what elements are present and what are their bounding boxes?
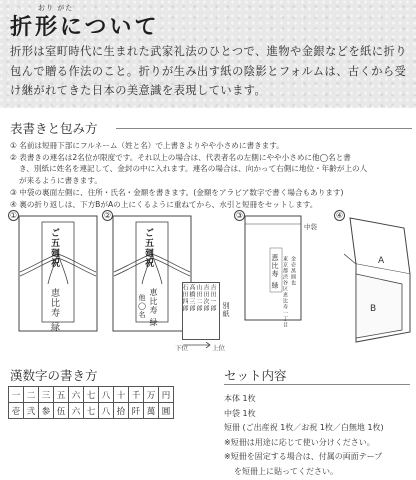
- fold-illustration: [344, 214, 414, 344]
- step-3: ③ 中袋の裏面左側に、住所・氏名・金額を書きます。(金額をアラビア数字で書く場合もあります): [10, 187, 344, 197]
- tanzaku-name-1: 恵比寿 緑: [49, 288, 59, 332]
- envelope-name: 恵比寿 緑: [271, 254, 279, 290]
- bessi-name-5: 石田四郎: [181, 284, 188, 312]
- bessi-name-4: 高橋三郎: [188, 284, 195, 312]
- header-band: [0, 0, 416, 108]
- envelope-address: 東京都渋谷区恵比寿一丁目: [282, 256, 288, 328]
- kanji-cell: 七: [84, 403, 99, 419]
- page-title: 折形について: [10, 14, 160, 40]
- kanji-cell: 二: [24, 387, 39, 403]
- bessi-label: 別紙: [222, 302, 230, 318]
- kanji-cell: 万: [144, 387, 159, 403]
- kanji-cell: 一: [9, 387, 24, 403]
- kanji-cell: 阡: [129, 403, 144, 419]
- tanzaku-top-1: ご五廻祝: [49, 228, 59, 268]
- set-note: を短冊上に貼ってください。: [234, 466, 338, 476]
- kanji-row-formal: [9, 403, 174, 419]
- fold-label-b: B: [370, 304, 377, 314]
- kanji-row-normal: [9, 387, 174, 403]
- section-heading-omotegaki: 表書きと包み方: [10, 121, 98, 136]
- kanji-cell: 十: [114, 387, 129, 403]
- step-2-cont: き、別紙に姓名を連記して、金封の中に入れます。連名の場合は、向かって右側に地位・年齢が上の人: [19, 164, 368, 174]
- kanji-cell: 伍: [54, 403, 69, 419]
- label-2: ②: [103, 211, 112, 220]
- kanji-cell: 千: [129, 387, 144, 403]
- intro-text: 折形は室町時代に生まれた武家礼法のひとつで、進物や金銀などを紙に折り包んで贈る作法のこと。折りが生み出す紙の陰影とフォルムは、古くから受け継がれてきた日本の美意識を表現しています。: [10, 45, 407, 97]
- set-note: ※短冊は用途に応じて使い分けください。: [224, 437, 375, 447]
- kanji-cell: 壱: [9, 403, 24, 419]
- kanji-table: [8, 386, 174, 419]
- shita-label: 下位: [175, 344, 188, 352]
- arrow-icon: [182, 342, 212, 348]
- tanzaku-top-2: ご五廻祝: [143, 228, 153, 268]
- kanji-cell: 六: [69, 403, 84, 419]
- step-4: ④ 裏の折り返しは、下方BがAの上にくるように重ねてから、水引と短冊をセットします。: [10, 199, 318, 209]
- illustrations: [0, 208, 416, 358]
- kanji-cell: 五: [54, 387, 69, 403]
- kanji-cell: 拾: [114, 403, 129, 419]
- kanji-cell: 三: [39, 387, 54, 403]
- set-title: セット内容: [224, 368, 287, 383]
- kanji-cell: 弐: [24, 403, 39, 419]
- step-2-cont2: が来るように書きます。: [19, 176, 102, 186]
- kanji-cell: 八: [99, 387, 114, 403]
- bessi-name-1: 吉田一郎: [209, 284, 216, 312]
- title-ruby: おり がた: [38, 4, 74, 12]
- set-list: [224, 392, 384, 480]
- set-rule: [224, 384, 410, 385]
- set-note: ※短冊を固定する場合は、付属の両面テープ: [224, 452, 383, 462]
- label-4: ④: [335, 211, 344, 220]
- tanzaku-name-2: 恵比寿: [149, 288, 158, 315]
- envelope-amount: 金壱萬圓也: [290, 256, 296, 286]
- steps-list: [10, 140, 414, 210]
- kanji-cell: 七: [84, 387, 99, 403]
- fold-label-a: A: [378, 256, 385, 266]
- step-1: ① 名前は短冊下部にフルネーム（姓と名）で上書きよりやや小さめに書きます。: [10, 141, 284, 150]
- kanji-title: 漢数字の書き方: [10, 368, 98, 383]
- step-2: ② 表書きの連名は2名位が限度です。それ以上の場合は、代表者名の左側にやや小さめに他◯名と書: [10, 152, 351, 162]
- label-3: ③: [235, 211, 244, 220]
- tanzaku-name-2-last: 緑: [149, 318, 158, 327]
- kanji-cell: 八: [99, 403, 114, 419]
- tanzaku-name-2-others: 他◯名: [138, 294, 146, 319]
- set-item: 短冊 (ご出産祝 1枚／お祝 1枚／白無地 1枚): [224, 423, 384, 433]
- set-item: 本体 1枚: [224, 394, 256, 403]
- ue-label: 上位: [212, 344, 225, 352]
- nakabukuro-label: 中袋: [304, 223, 317, 231]
- label-1: ①: [9, 211, 18, 220]
- kanji-cell: 萬: [144, 403, 159, 419]
- kanji-cell: 円: [159, 387, 174, 403]
- set-item: 中袋 1枚: [224, 408, 256, 418]
- kanji-cell: 六: [69, 387, 84, 403]
- kanji-cell: 圓: [159, 403, 174, 419]
- kanji-cell: 参: [39, 403, 54, 419]
- section-rule: [116, 128, 412, 129]
- bessi-name-2: 吉田次郎: [202, 284, 209, 312]
- bessi-name-3: 山田二郎: [195, 284, 202, 312]
